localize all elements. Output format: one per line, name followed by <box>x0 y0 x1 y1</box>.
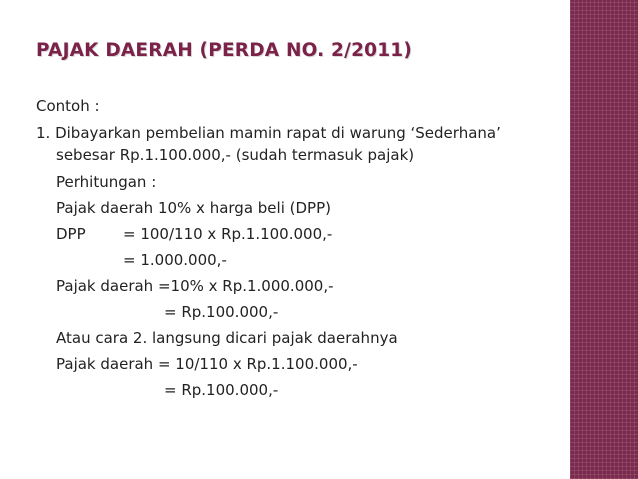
pajak-calculation: Pajak daerah =10% x Rp.1.000.000,- <box>56 277 334 295</box>
dpp-label: DPP <box>56 225 86 243</box>
dpp-calculation: = 100/110 x Rp.1.100.000,- <box>123 225 333 243</box>
formula-text: Pajak daerah 10% x harga beli (DPP) <box>56 199 331 217</box>
decorative-sidebar <box>570 0 638 479</box>
example-line-2: sebesar Rp.1.100.000,- (sudah termasuk pajak) <box>56 146 415 164</box>
pajak-result: = Rp.100.000,- <box>164 303 279 321</box>
intro-text: Contoh : <box>36 97 100 115</box>
cara2-calculation: Pajak daerah = 10/110 x Rp.1.100.000,- <box>56 355 358 373</box>
example-line-1: 1. Dibayarkan pembelian mamin rapat di warung ‘Sederhana’ <box>36 124 501 142</box>
perhitungan-label: Perhitungan : <box>56 173 157 191</box>
dpp-result: = 1.000.000,- <box>123 251 227 269</box>
slide-title: PAJAK DAERAH (PERDA NO. 2/2011) <box>36 40 413 61</box>
cara2-text: Atau cara 2. langsung dicari pajak daerahnya <box>56 329 398 347</box>
cara2-result: = Rp.100.000,- <box>164 381 279 399</box>
